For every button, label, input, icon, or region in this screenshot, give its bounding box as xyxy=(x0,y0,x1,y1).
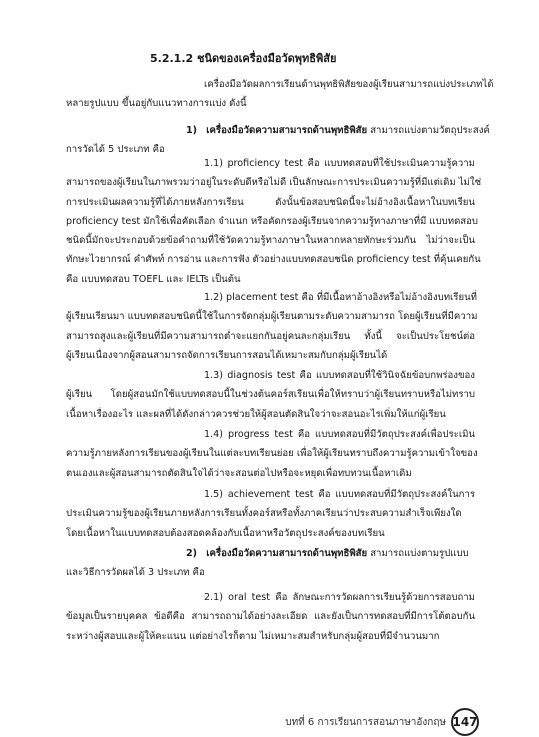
item-1-2-paragraph xyxy=(66,288,478,365)
text-line: ผู้เรียนเรียนมา แบบทดสอบชนิดนี้ใช้ในการจัดกลุ่มผู้เรียนตามระดับความสามารถ โดยผู้เรียนที่มีความ xyxy=(66,311,478,323)
text-line: ผู้เรียน โดยผู้สอนมักใช้แบบทดสอบนี้ในช่วงต้นคอร์สเรียนเพื่อให้ทราบว่าผู้เรียนทราบหรือไม่ทราบ xyxy=(66,389,475,401)
text-line: 2.1) oral test คือ ลักษณะการวัดผลการเรียนรู้ด้วยการสอบถาม xyxy=(204,592,475,603)
section-2-number: 2) xyxy=(186,548,198,559)
text-line: สามารถของผู้เรียนในภาพรวมว่าอยู่ในระดับดีหรือไม่ดี เป็นลักษณะการประเมินความรู้ที่มีแต่เดิม ไม่ใช่ xyxy=(66,177,482,189)
text-line: ผู้เรียนเนื่องจากผู้สอนสามารถจัดการเรียนการสอนได้เหมาะสมกับกลุ่มผู้เรียนได้ xyxy=(66,349,388,361)
section-1-title: เครื่องมือวัดความสามารถด้านพุทธิพิสัย xyxy=(206,125,368,136)
text-line: เครื่องมือวัดผลการเรียนด้านพุทธิพิสัยของผู้เรียนสามารถแบ่งประเภทได้ xyxy=(204,79,494,90)
text-line: และวิธีการวัดผลได้ 3 ประเภท คือ xyxy=(66,567,205,579)
text-line: ตนเองและผู้สอนสามารถตัดสินใจได้ว่าจะสอนต่อไปหรือจะหยุดเพื่อทบทวนเนื้อหาเดิม xyxy=(66,467,412,479)
intro-paragraph xyxy=(66,75,494,114)
item-1-5-paragraph xyxy=(66,485,475,543)
section-2-paragraph xyxy=(66,544,475,583)
section-heading: 5.2.1.2 ชนิดของเครื่องมือวัดพุทธิพิสัย xyxy=(150,52,337,65)
text-line: ระหว่างผู้สอบและผู้ให้คะแนน แต่อย่างไรก็ตาม ไม่เหมาะสมสำหรับกลุ่มผู้สอบที่มีจำนวนมาก xyxy=(66,630,440,642)
text-line: 1.5) achievement test คือ แบบทดสอบที่มีวัตถุประสงค์ในการ xyxy=(204,489,475,500)
text-line: 1.1) proficiency test คือ แบบทดสอบที่ใช้ประเมินความรู้ความ xyxy=(204,158,475,169)
text-line: 1.4) progress test คือ แบบทดสอบที่มีวัตถุประสงค์เพื่อประเมิน xyxy=(204,429,475,440)
text-line: ความรู้ภายหลังการเรียนของผู้เรียนในแต่ละบทเรียนย่อย เพื่อให้ผู้เรียนทราบถึงความรู้ความเข้าใจของ xyxy=(66,448,478,460)
item-2-1-paragraph xyxy=(66,588,475,646)
section-1-number: 1) xyxy=(186,125,198,136)
item-1-4-paragraph xyxy=(66,425,478,483)
text-line: โดยเนื้อหาในแบบทดสอบต้องสอดคล้องกับเนื้อหาหรือวัตถุประสงค์ของบทเรียน xyxy=(66,527,385,539)
text-line: ประเมินความรู้ของผู้เรียนภายหลังการเรียนทั้งคอร์สหรือทั้งภาคเรียนว่าประสบความสำเร็จเพียงใด xyxy=(66,508,462,520)
text-line: 1.3) diagnosis test คือ แบบทดสอบที่ใช้วินิจฉัยข้อบกพร่องของ xyxy=(204,370,475,381)
section-2-first-line xyxy=(66,544,475,563)
text-line: คือ แบบทดสอบ TOEFL และ IELTs เป็นต้น xyxy=(66,273,241,285)
text-line: หลายรูปแบบ ขึ้นอยู่กับแนวทางการแบ่ง ดังนี้ xyxy=(66,98,247,110)
page-number: 147 xyxy=(451,708,479,736)
section-2-title: เครื่องมือวัดความสามารถด้านพุทธิพิสัย xyxy=(206,548,368,559)
text-line: การประเมินผลความรู้ที่ได้ภายหลังการเรียน ดังนั้นข้อสอบชนิดนี้จะไม่อ้างอิงเนื้อหาในบทเรียน xyxy=(66,196,475,208)
text-line: สามารถสูงและผู้เรียนที่มีความสามารถต่ำจะแยกกันอยู่คนละกลุ่มเรียน ทั้งนี้ จะเป็นประโยชน์ต่อ xyxy=(66,330,475,342)
text-line: ทักษะไวยากรณ์ คำศัพท์ การอ่าน และการฟัง ตัวอย่างแบบทดสอบชนิด proficiency test ที่คุ้นเคยกัน xyxy=(66,254,481,266)
text-line: proficiency test มักใช้เพื่อคัดเลือก จำแนก หรือคัดกรองผู้เรียนจากความรู้ทางภาษาที่มี แบบทดสอบ xyxy=(66,215,479,227)
section-1-first-line xyxy=(66,121,490,140)
chapter-title: บทที่ 6 การเรียนการสอนภาษาอังกฤษ xyxy=(285,716,446,728)
item-1-1-paragraph xyxy=(66,154,482,289)
text-line: การวัดได้ 5 ประเภท คือ xyxy=(66,144,165,156)
section-1-description: สามารถแบ่งตามวัตถุประสงค์ xyxy=(370,125,490,136)
text-line: เนื้อหาเรื่องอะไร และผลที่ได้ดังกล่าวควรช่วยให้ผู้สอนตัดสินใจว่าจะสอนอะไรเพิ่มให้แก่ผู้เรียน xyxy=(66,408,446,420)
text-line: 1.2) placement test คือ ที่มีเนื้อหาอ้างอิงหรือไม่อ้างอิงบทเรียนที่ xyxy=(204,292,477,303)
page-footer xyxy=(285,708,479,736)
section-2-description: สามารถแบ่งตามรูปแบบ xyxy=(370,548,469,559)
text-line: ชนิดนี้มักจะประกอบด้วยข้อคำถามที่ใช้วัดความรู้ทางภาษาในหลากหลายทักษะร่วมกัน ไม่ว่าจะเป็น xyxy=(66,235,475,247)
item-1-3-paragraph xyxy=(66,366,475,424)
text-line: ข้อมูลเป็นรายบุคคล ข้อดีคือ สามารถถามได้อย่างละเอียด และยังเป็นการทดสอบที่มีการโต้ตอบกัน xyxy=(66,611,475,623)
